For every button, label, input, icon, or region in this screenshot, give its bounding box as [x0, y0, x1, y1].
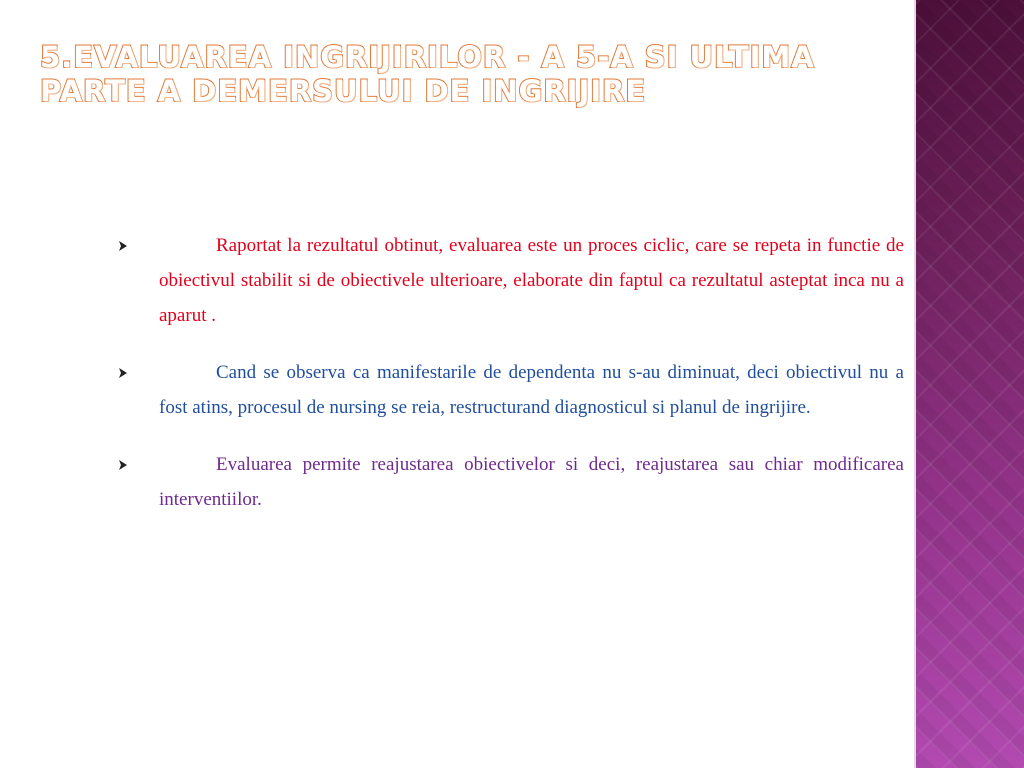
bullet-item: [118, 447, 904, 517]
bullet-text: Cand se observa ca manifestarile de dependenta nu s-au diminuat, deci obiectivul nu a fost atins, procesul de nursing se reia, restructurand diagnosticul si planul de ingrijire.: [159, 362, 904, 418]
slide-title: 5.EVALUAREA INGRIJIRILOR - A 5-A SI ULTIMA PARTE A DEMERSULUI DE INGRIJIRE: [40, 40, 815, 108]
arrow-bullet-icon: [118, 241, 128, 251]
bullet-text: Raportat la rezultatul obtinut, evaluarea este un proces ciclic, care se repeta in functie de obiectivul stabilit si de obiectivele ulterioare, elaborate din faptul ca rezultatul asteptat inca nu a aparut .: [159, 235, 904, 326]
decorative-side-panel: [914, 0, 1024, 768]
bullet-list: [118, 228, 904, 539]
arrow-bullet-icon: [118, 368, 128, 378]
bullet-item: [118, 228, 904, 333]
bullet-item: [118, 355, 904, 425]
arrow-bullet-icon: [118, 460, 128, 470]
bullet-text: Evaluarea permite reajustarea obiectivelor si deci, reajustarea sau chiar modificarea interventiilor.: [159, 454, 904, 510]
